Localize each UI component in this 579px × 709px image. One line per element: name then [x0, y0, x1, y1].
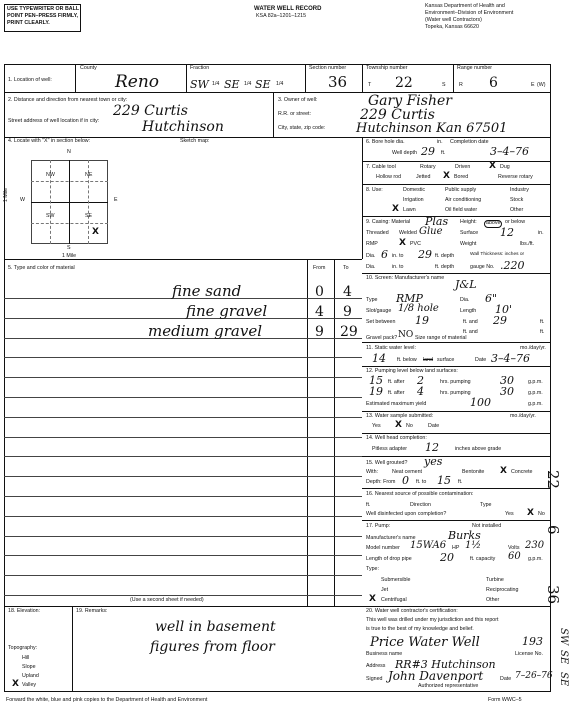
static-date-label: Date [475, 357, 487, 363]
range-value: 6 [489, 75, 498, 91]
material-row-1-to: 4 [343, 284, 352, 300]
casing-material: Plas [425, 215, 449, 228]
use-irrigation: Irrigation [403, 197, 424, 203]
material-row-2-to: 9 [343, 304, 352, 320]
casing-welded: Welded [399, 230, 417, 236]
compass-s: S [67, 245, 71, 251]
pump-turbine: Turbine [486, 577, 504, 583]
casing-wall-label: Wall Thickness: inches or [470, 252, 525, 257]
completion-date: 3–4–76 [490, 145, 529, 158]
screen-type-value: RMP [396, 292, 423, 305]
tool-hollow-rod: Hollow rod [376, 174, 402, 180]
mile-side-label: 1 Mile [3, 187, 9, 202]
pump-not-installed: Not installed [472, 523, 502, 529]
casing-pvc: PVC [410, 241, 421, 247]
topography-label: Topography: [8, 645, 38, 651]
static-land: land [423, 357, 434, 363]
use-stock: Stock [510, 197, 524, 203]
pumping-gpm-1: 30 [500, 374, 514, 387]
tool-dug: Dug [500, 164, 510, 170]
pump-jet: Jet [381, 587, 389, 593]
screen-and-label: ft. and [463, 319, 478, 325]
disinfected-no: No [538, 511, 545, 517]
casing-to-label: in. to [392, 253, 404, 259]
owner-street: 229 Curtis [360, 107, 435, 123]
casing-surface-label: Surface [460, 230, 479, 236]
cert-business-label: Business name [366, 651, 403, 657]
tool-bored: Bored [454, 174, 469, 180]
from-header: From [313, 265, 326, 271]
grout-depth-label: Depth: From [366, 479, 396, 485]
cert-date: 7–26–76 [515, 671, 553, 681]
pumping-gpm-label-2: g.p.m. [528, 390, 543, 396]
footer-forward-note: Forward the white, blue and pink copies to the Department of Health and Environment [6, 697, 208, 703]
well-depth-unit: ft. [441, 150, 446, 156]
pump-reciprocating: Reciprocating [486, 587, 519, 593]
screen-slot-value: 1/8 hole [398, 303, 439, 314]
sketch-map-label: Sketch map: [180, 138, 210, 144]
casing-surface-value: 12 [500, 226, 514, 239]
material-rule [4, 536, 362, 537]
agency-line-1: Kansas Department of Health and [425, 3, 505, 9]
section-value: 36 [328, 73, 348, 91]
casing-label: 9. Casing: Material [366, 219, 411, 225]
material-rule [4, 555, 362, 556]
disinfected-yes: Yes [505, 511, 514, 517]
remarks-line-2: figures from floor [150, 639, 275, 655]
topo-slope: Slope [22, 664, 36, 670]
margin-note-q1: SW [558, 628, 569, 646]
topo-hill: Hill [22, 655, 30, 661]
section-label: Section number [309, 65, 347, 71]
pump-type-label: Type: [366, 566, 379, 572]
completion-label: Completion date [450, 139, 489, 145]
use-lawn-mark: X [392, 204, 399, 214]
well-depth-label: Well depth [392, 150, 417, 156]
pumping-hrs-label-2: hrs. pumping [440, 390, 471, 396]
owner-city-state-zip: Hutchinson Kan 67501 [356, 121, 508, 136]
fraction-label: Fraction [190, 65, 210, 71]
material-rule [4, 575, 362, 576]
head-value: 12 [425, 441, 439, 454]
screen-ft-label-2: ft. [540, 329, 545, 335]
pump-volts: 230 [525, 540, 545, 551]
pump-model: 15WA6 [410, 540, 447, 551]
distance-label: 2. Distance and direction from nearest town or city: [8, 97, 128, 103]
margin-note-section: 36 [544, 585, 562, 605]
cert-license-no: 193 [522, 635, 543, 648]
use-oil-field: Oil field water [445, 207, 478, 213]
sample-mo-label: mo./day/yr. [510, 413, 536, 419]
form-statute: KSA 82a–1201–1215 [256, 13, 307, 19]
compass-e: E [114, 197, 118, 203]
pumping-ft-1: 15 [369, 374, 383, 387]
casing-weight-unit: lbs./ft. [520, 241, 535, 247]
material-rule [4, 496, 362, 497]
margin-note-q3: SE [558, 672, 569, 687]
tool-jetted: Jetted [416, 174, 431, 180]
pumping-hrs-1: 2 [417, 374, 424, 387]
material-rule [4, 516, 362, 517]
grout-from: 0 [402, 474, 409, 487]
max-yield-unit: g.p.m. [528, 401, 543, 407]
use-lawn: Lawn [403, 207, 416, 213]
remarks-label: 19. Remarks: [76, 608, 108, 614]
screen-slot-label: Slot/gauge [366, 308, 392, 314]
material-row-3-to: 29 [340, 324, 358, 340]
topo-valley: Valley [22, 682, 37, 688]
pump-volts-label: Volts [508, 545, 520, 551]
agency-line-3: (Water well Contractors) [425, 17, 482, 23]
distance-address: 229 Curtis [113, 103, 188, 119]
pumping-gpm-label-1: g.p.m. [528, 379, 543, 385]
distance-city: Hutchinson [142, 119, 224, 135]
pump-capacity: 60 [508, 551, 521, 562]
fraction-q3-unit: 1/4 [276, 81, 284, 87]
street-address-label: Street address of well location if in city: [8, 118, 100, 124]
material-rule [4, 595, 362, 596]
static-date: 3–4–76 [491, 352, 530, 365]
disinfected-no-mark: X [527, 508, 534, 518]
pitless-label: Pitless adapter [372, 446, 408, 452]
casing-above: above [486, 220, 501, 226]
screen-label: 10. Screen: Manufacturer's name [366, 275, 445, 281]
sample-no: No [406, 423, 413, 429]
compass-w: W [20, 197, 25, 203]
form-title: WATER WELL RECORD [254, 6, 322, 12]
sample-no-mark: X [395, 420, 402, 430]
cert-line-1: This well was drilled under my jurisdiction and this report [366, 617, 499, 623]
pumping-after-2: ft. after [388, 390, 405, 396]
grout-ft: ft. [458, 479, 463, 485]
range-r: R [459, 82, 463, 88]
fraction-q1-value: SW [190, 78, 209, 91]
cert-address-label: Address [366, 663, 386, 669]
grout-with: With: [366, 469, 379, 475]
margin-note-range: 6 [544, 525, 562, 535]
sample-yes: Yes [372, 423, 381, 429]
pump-capacity-unit: g.p.m. [528, 556, 543, 562]
static-below: ft. below [397, 357, 417, 363]
material-rule [4, 377, 362, 378]
use-label: 8. Use: [366, 187, 383, 193]
casing-pvc-mark: X [399, 238, 406, 248]
casing-dia-value: 6 [381, 248, 388, 261]
grout-ft-to: ft. to [416, 479, 427, 485]
material-rule [4, 397, 362, 398]
pump-hp: 1½ [465, 540, 482, 551]
screen-set-from: 19 [415, 314, 429, 327]
form-frame [4, 64, 551, 692]
casing-weight-label: Weight [460, 241, 477, 247]
material-row-3-from: 9 [315, 324, 324, 340]
casing-threaded: Threaded [366, 230, 389, 236]
pump-submersible: Submersible [381, 577, 411, 583]
casing-rmp: RMP [366, 241, 378, 247]
cert-authorized: Authorized representative [418, 683, 479, 689]
topo-upland: Upland [22, 673, 39, 679]
range-direction: E [531, 82, 535, 88]
mile-bottom-label: 1 Mile [62, 253, 77, 259]
screen-set-to: 29 [493, 314, 507, 327]
contamination-direction: Direction [410, 502, 431, 508]
bore-label: 6. Bore hole dia. [366, 139, 405, 145]
sample-label: 13. Water sample submitted: [366, 413, 434, 419]
use-public-supply: Public supply [445, 187, 477, 193]
pump-hp-label: HP [452, 545, 460, 551]
sample-date-label: Date [428, 423, 440, 429]
compass-n: N [67, 149, 71, 155]
use-domestic: Domestic [403, 187, 426, 193]
screen-length-value: 10' [495, 303, 513, 316]
screen-dia-label: Dia. [460, 297, 470, 303]
owner-label: 3. Owner of well: [278, 97, 318, 103]
grout-label: 15. Well grouted? [366, 460, 408, 466]
margin-note-township: 22 [544, 470, 562, 490]
pumping-gpm-2: 30 [500, 385, 514, 398]
instruction-line-3: PRINT CLEARLY. [7, 20, 50, 26]
range-label: Range number [457, 65, 493, 71]
county-label: County [80, 65, 97, 71]
well-location-mark: X [92, 227, 99, 237]
material-row-3: medium gravel [148, 322, 263, 340]
pump-other: Other [486, 597, 500, 603]
static-value: 14 [372, 352, 386, 365]
pump-capacity-label: ft. capacity [470, 556, 496, 562]
grout-to: 15 [437, 474, 451, 487]
material-row-1-from: 0 [315, 284, 324, 300]
fraction-q2-unit: 1/4 [244, 81, 252, 87]
grout-neat: Neat cement [392, 469, 423, 475]
fraction-q1-unit: 1/4 [212, 81, 220, 87]
material-rule [4, 357, 362, 358]
tool-reverse-rotary: Reverse rotary [498, 174, 533, 180]
disinfected-label: Well disinfected upon completion? [366, 511, 447, 517]
material-row-2-from: 4 [315, 304, 324, 320]
pump-centrifugal-mark: X [369, 594, 376, 604]
max-yield-value: 100 [470, 396, 491, 409]
tool-bored-mark: X [443, 171, 450, 181]
cert-date-label: Date [500, 676, 512, 682]
pump-drop-label: Length of drop pipe [366, 556, 412, 562]
use-air-conditioning: Air conditioning [445, 197, 482, 203]
casing-to-label-2: in. to [392, 264, 404, 270]
instruction-line-2: POINT PEN–PRESS FIRMLY, [7, 13, 79, 19]
material-rule [4, 476, 362, 477]
casing-gauge-value: .220 [500, 259, 525, 272]
cert-line-2: is true to the best of my knowledge and belief. [366, 626, 474, 632]
remarks-line-1: well in basement [155, 619, 276, 635]
owner-rr-label: R.R. or street: [278, 111, 311, 117]
pumping-after-1: ft. after [388, 379, 405, 385]
second-sheet-note: (Use a second sheet if needed) [130, 597, 204, 603]
material-row-2: fine gravel [186, 302, 268, 320]
screen-length-label: Length [460, 308, 477, 314]
well-depth-value: 29 [421, 145, 435, 158]
pump-drop: 20 [440, 551, 454, 564]
gravel-size-label: Size range of material [415, 335, 467, 341]
casing-to-value: 29 [418, 248, 432, 261]
static-label: 11. Static water level: [366, 345, 416, 351]
max-yield-label: Estimated maximum yield [366, 401, 427, 407]
pump-label: 17. Pump: [366, 523, 391, 529]
cert-address: RR#3 Hutchinson [395, 658, 496, 671]
cert-signed-label: Signed [366, 676, 383, 682]
head-label: 14. Well head completion: [366, 435, 427, 441]
screen-and-label-2: ft. and [463, 329, 478, 335]
grout-value: yes [424, 455, 443, 468]
county-value: Reno [115, 72, 160, 92]
grout-concrete: Concrete [511, 469, 533, 475]
pumping-label: 12. Pumping level below land surfaces: [366, 368, 458, 374]
material-rule [4, 437, 362, 438]
static-mo-label: mo./day/yr. [520, 345, 546, 351]
casing-dia-label-2: Dia. [366, 264, 376, 270]
pump-centrifugal: Centrifugal [381, 597, 407, 603]
cert-label: 20. Water well contractor's certification: [366, 608, 458, 614]
to-header: To [343, 265, 349, 271]
range-direction-alt: (W) [537, 82, 546, 88]
tool-rotary: Rotary [420, 164, 436, 170]
screen-manufacturer: J&L [455, 278, 477, 291]
pump-manufacturer-label: Manufacturer's name [366, 535, 416, 541]
casing-below: or below [505, 219, 526, 225]
quadrant-nw: NW [46, 172, 55, 178]
margin-note-q2: SE [558, 650, 569, 665]
materials-label: 5. Type and color of material [8, 265, 75, 271]
pumping-ft-2: 19 [369, 385, 383, 398]
material-row-1: fine sand [172, 282, 242, 300]
screen-type-label: Type [366, 297, 378, 303]
bore-unit: in. [437, 139, 443, 145]
cert-license-label: License No. [515, 651, 543, 657]
head-above: inches above grade [455, 446, 502, 452]
contamination-label: 16. Nearest source of possible contamination: [366, 491, 474, 497]
pump-manufacturer: Burks [448, 529, 481, 542]
casing-height-label: Height: [460, 219, 477, 225]
grout-concrete-mark: X [500, 466, 507, 476]
static-surface: surface [437, 357, 455, 363]
quadrant-ne: NE [85, 172, 93, 178]
tool-driven-mark: X [489, 161, 496, 171]
screen-dia-value: 6" [485, 292, 498, 305]
gravel-pack-value: NO [398, 330, 414, 340]
owner-city-label: City, state, zip code: [278, 125, 326, 131]
material-rule [4, 417, 362, 418]
cert-business: Price Water Well [370, 635, 480, 650]
casing-ft-depth: ft. depth [435, 253, 455, 259]
township-value: 22 [395, 75, 413, 91]
location-label: 1. Location of well: [8, 77, 52, 83]
topo-valley-mark: X [12, 679, 19, 689]
grout-bentonite: Bentonite [462, 469, 485, 475]
use-other: Other [510, 207, 524, 213]
material-rule [4, 456, 362, 457]
footer-form-number: Form WWC–5 [488, 697, 522, 703]
tool-driven: Driven [455, 164, 471, 170]
quadrant-se: SE [85, 213, 93, 219]
fraction-q3-value: SE [255, 78, 271, 91]
casing-dia-label: Dia. [366, 253, 376, 259]
township-t: T [368, 82, 372, 88]
screen-set-label: Set between [366, 319, 396, 325]
pump-model-label: Model number [366, 545, 400, 551]
casing-welded-value: Glue [419, 226, 443, 237]
material-rule [4, 318, 362, 319]
elevation-label: 18. Elevation: [8, 608, 41, 614]
agency-line-2: Environment–Division of Environment [425, 10, 514, 16]
agency-line-4: Topeka, Kansas 66620 [425, 24, 479, 30]
casing-ft-depth-2: ft. depth [435, 264, 455, 270]
use-industry: Industry [510, 187, 529, 193]
cert-signature: John Davenport [388, 669, 484, 683]
owner-name: Gary Fisher [368, 93, 452, 109]
instruction-line-1: USE TYPEWRITER OR BALL [7, 6, 80, 12]
quadrant-sw: SW [46, 213, 55, 219]
contamination-type: Type [480, 502, 492, 508]
pumping-hrs-label-1: hrs. pumping [440, 379, 471, 385]
fraction-q2-value: SE [224, 78, 240, 91]
township-label: Township number [366, 65, 408, 71]
casing-surface-unit: in. [538, 230, 544, 236]
township-direction: S [442, 82, 446, 88]
casing-gauge-label: gauge No. [470, 264, 495, 270]
locate-label: 4. Locate with "X" in section below: [8, 138, 91, 144]
screen-ft-label: ft. [540, 319, 545, 325]
tool-label: 7. Cable tool [366, 164, 396, 170]
gravel-pack-label: Gravel pack? [366, 335, 398, 341]
pumping-hrs-2: 4 [417, 385, 424, 398]
contamination-ft: ft. [366, 502, 371, 508]
